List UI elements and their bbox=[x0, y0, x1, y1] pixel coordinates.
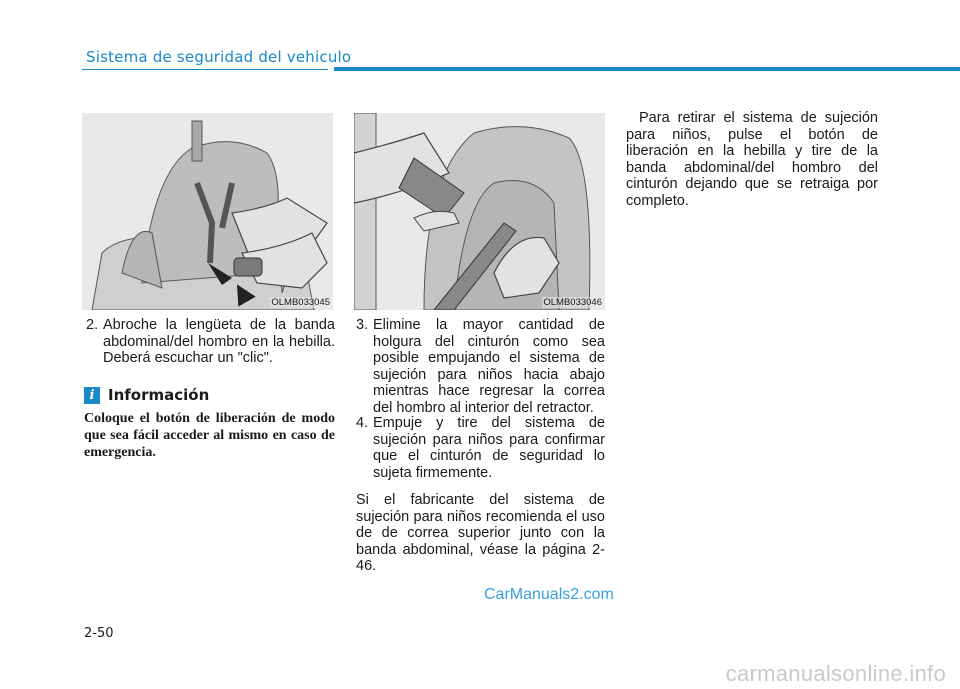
footer-watermark: carmanualsonline.info bbox=[725, 661, 946, 686]
step-number: 3. bbox=[356, 317, 369, 333]
car-seat-tighten-drawing bbox=[354, 113, 605, 310]
header-rule-thin bbox=[82, 69, 328, 70]
figure-tighten-illustration bbox=[354, 113, 605, 310]
info-title: Información bbox=[108, 386, 210, 404]
header-rule-thick bbox=[334, 67, 960, 71]
info-text: Coloque el botón de liberación de modo que sea fácil acceder al mismo en caso de emergencia. bbox=[84, 411, 335, 460]
paragraph-tether: Si el fabricante del sistema de sujeción para niños recomienda el uso de de correa superior junto con la banda abdominal, véase la página 2-46. bbox=[356, 492, 605, 575]
step-text: Empuje y tire del sistema de sujeción para niños para confirmar que el cinturón de seguridad lo sujeta firmemente. bbox=[373, 415, 605, 481]
info-icon: i bbox=[84, 387, 100, 404]
watermark-link[interactable]: CarManuals2.com bbox=[484, 586, 614, 603]
page-number: 2-50 bbox=[84, 626, 114, 641]
header-section-title: Sistema de seguridad del vehiculo bbox=[86, 48, 352, 66]
figure-label: OLMB033045 bbox=[271, 297, 330, 308]
info-heading bbox=[84, 386, 209, 404]
step-text: Elimine la mayor cantidad de holgura del cinturón como sea posible empujando el sistema de sujeción para niños hacia abajo mientras hace regresar la correa del hombro al interior del retractor. bbox=[373, 317, 605, 416]
figure-buckle-illustration bbox=[82, 113, 333, 310]
step-number: 2. bbox=[86, 317, 99, 333]
step-number: 4. bbox=[356, 415, 369, 431]
list-item-step-4 bbox=[356, 415, 605, 481]
car-seat-buckle-drawing bbox=[82, 113, 333, 310]
paragraph-remove: Para retirar el sistema de sujeción para niños, pulse el botón de liberación en la hebilla y tire de la banda abdominal/del hombro del cinturón dejando que se retraiga por completo. bbox=[626, 110, 878, 209]
step-text: Abroche la lengüeta de la banda abdominal/del hombro en la hebilla. Deberá escuchar un "clic". bbox=[103, 317, 335, 367]
figure-label: OLMB033046 bbox=[543, 297, 602, 308]
list-item-step-2 bbox=[86, 317, 335, 367]
list-item-step-3 bbox=[356, 317, 605, 417]
